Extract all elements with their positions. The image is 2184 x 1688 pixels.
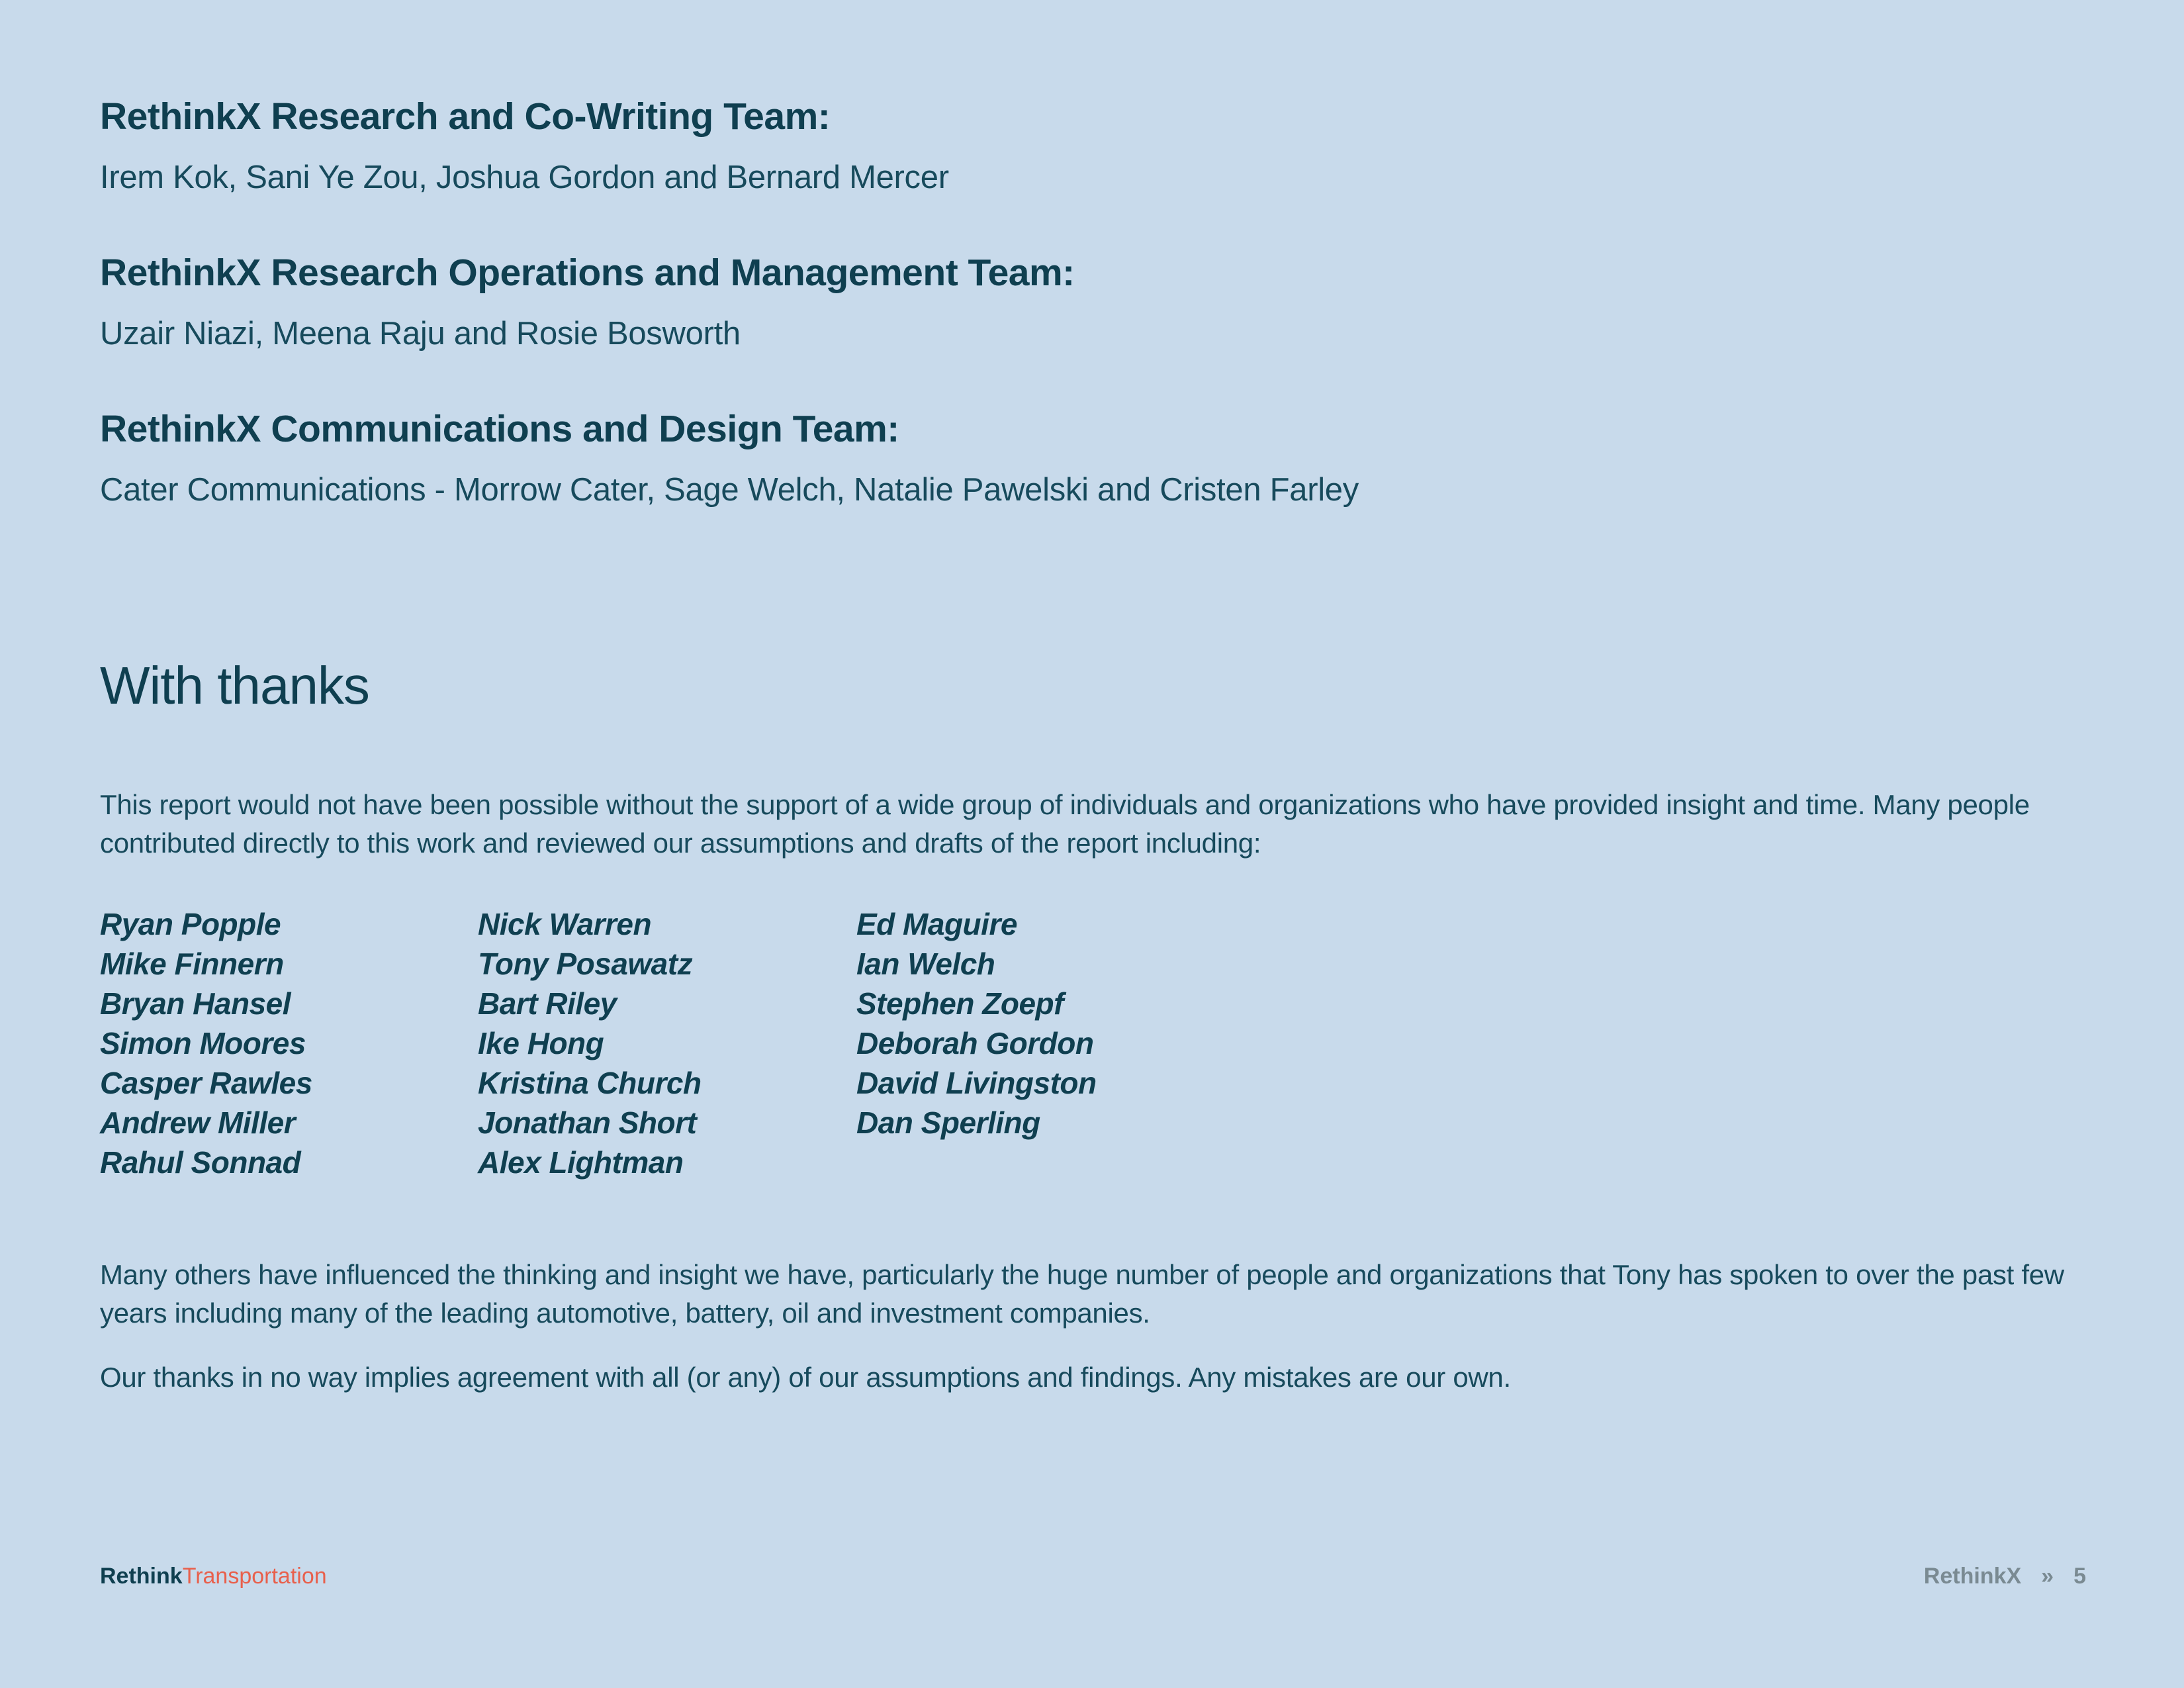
contributor-name: Rahul Sonnad [100,1145,301,1180]
contributors-column-3 [856,904,1097,1143]
contributor-name: Alex Lightman [478,1145,684,1180]
contributors-column-1 [100,904,312,1182]
contributors-list [100,904,1424,1182]
contributor-name: Andrew Miller [100,1105,296,1140]
contributor-name: David Livingston [856,1066,1097,1100]
contributor-name: Kristina Church [478,1066,702,1100]
contributor-name: Ike Hong [478,1026,604,1060]
contributor-name: Bryan Hansel [100,986,291,1021]
thanks-intro-paragraph: This report would not have been possible without the support of a wide group of individuals and organizations who have provided insight and time. Many people contributed directly to this work and reviewed our assumptions and drafts of the report including: [100,789,2030,859]
team-members-operations: Uzair Niazi, Meena Raju and Rosie Bosworth [100,316,741,352]
contributor-name: Ryan Popple [100,907,281,941]
contributor-name: Nick Warren [478,907,652,941]
contributor-name: Mike Finnern [100,947,284,981]
footer-org: RethinkX [1923,1564,2022,1589]
contributor-name: Ed Maguire [856,907,1017,941]
team-members-research: Irem Kok, Sani Ye Zou, Joshua Gordon and Bernard Mercer [100,160,949,195]
contributor-name: Tony Posawatz [478,947,693,981]
contributors-column-2 [478,904,702,1182]
footer-page-info [1924,1564,2086,1589]
contributor-name: Simon Moores [100,1026,306,1060]
footer-separator-icon: » [2041,1564,2054,1589]
contributor-name: Bart Riley [478,986,617,1021]
contributor-name: Jonathan Short [478,1105,697,1140]
contributor-name: Deborah Gordon [856,1026,1094,1060]
footer-brand-transportation: Transportation [182,1564,327,1589]
contributor-name: Dan Sperling [856,1105,1040,1140]
footer-brand-rethink: Rethink [100,1564,183,1589]
page-number: 5 [2073,1564,2086,1589]
section-title-with-thanks: With thanks [100,656,369,715]
thanks-disclaimer-paragraph: Our thanks in no way implies agreement with all (or any) of our assumptions and findings. Any mistakes are our own. [100,1362,1511,1393]
contributor-name: Stephen Zoepf [856,986,1064,1021]
thanks-others-paragraph: Many others have influenced the thinking and insight we have, particularly the huge number of people and organizations that Tony has spoken to over the past few years including many of the leading automotive, battery, oil and investment companies. [100,1259,2064,1329]
team-heading-operations: RethinkX Research Operations and Management Team: [100,252,1075,294]
contributor-name: Ian Welch [856,947,995,981]
team-heading-research: RethinkX Research and Co-Writing Team: [100,95,831,138]
contributor-name: Casper Rawles [100,1066,312,1100]
footer-brand [100,1564,327,1589]
team-members-communications: Cater Communications - Morrow Cater, Sage Welch, Natalie Pawelski and Cristen Farley [100,472,1359,508]
team-heading-communications: RethinkX Communications and Design Team: [100,408,899,450]
